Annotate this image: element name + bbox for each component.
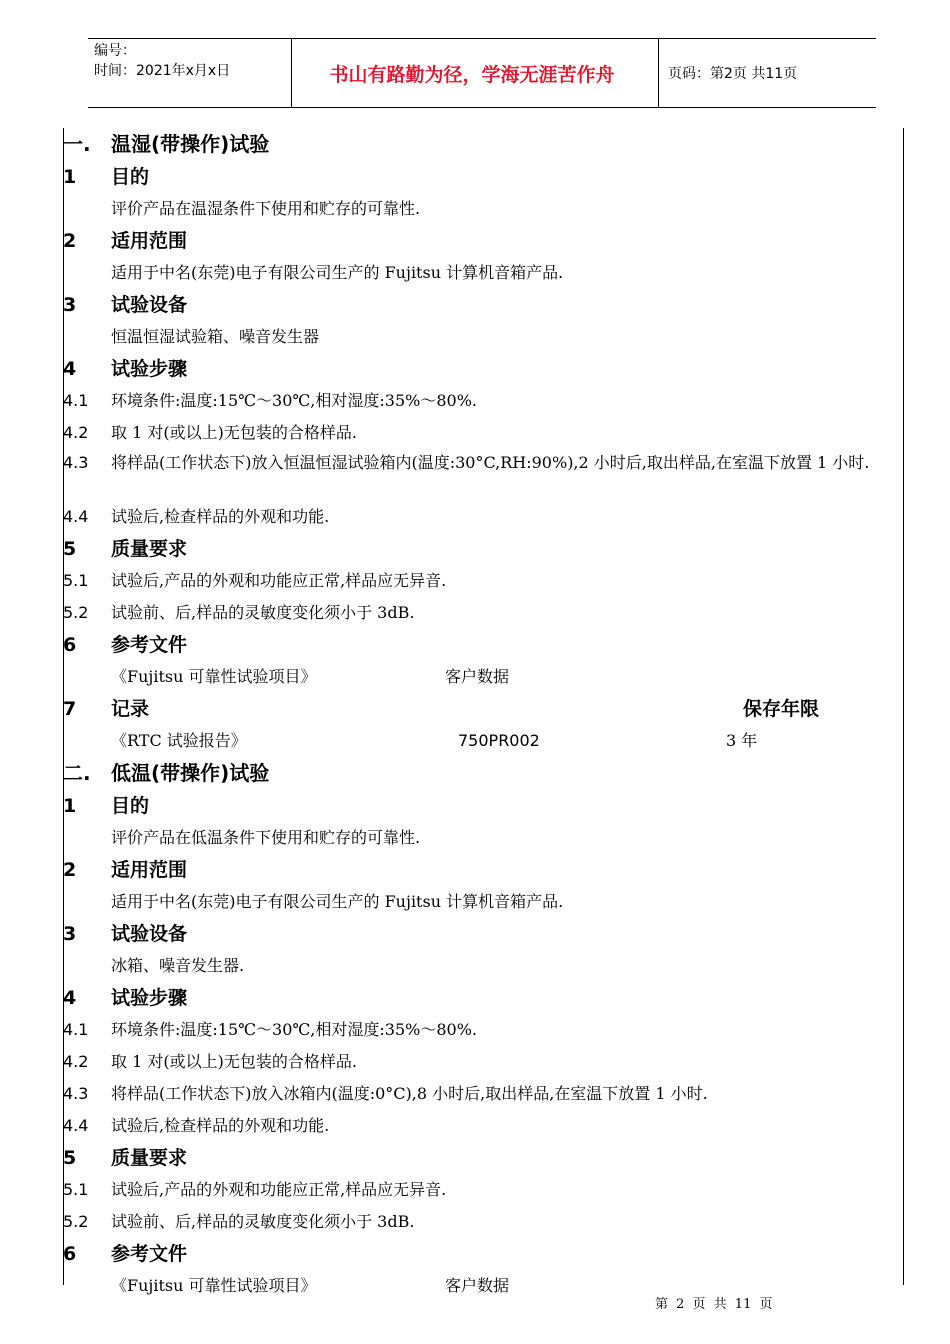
subsection-number: 4 (63, 987, 77, 1009)
step-number: 4.3 (63, 1084, 89, 1103)
quality-text: 试验前、后,样品的灵敏度变化须小于 3dB. (111, 1212, 415, 1231)
subsection-title: 参考文件 (111, 634, 188, 656)
subsection-title: 目的 (111, 166, 150, 188)
subsection-title: 目的 (111, 795, 150, 817)
paragraph (63, 821, 903, 853)
header-date: 时间：2021年x月x日 (94, 63, 231, 79)
step-text: 取 1 对(或以上)无包装的合格样品. (111, 1052, 357, 1071)
document-body (63, 127, 903, 1301)
subsection-title: 试验设备 (111, 923, 188, 945)
paragraph (63, 192, 903, 224)
right-border-line (903, 128, 904, 1285)
subsection-heading (63, 1141, 903, 1173)
paragraph-text: 恒温恒湿试验箱、噪音发生器 (111, 327, 320, 346)
subsection-number: 4 (63, 358, 77, 380)
subsection-heading (63, 692, 903, 724)
record-row (63, 724, 903, 756)
page-footer: 第 2 页 共 11 页 (655, 1297, 773, 1312)
quality-item (63, 1173, 903, 1205)
quality-number: 5.1 (63, 571, 89, 590)
subsection-number: 6 (63, 634, 77, 656)
header-motto: 书山有路勤为径，学海无涯苦作舟 (286, 39, 659, 107)
subsection-title: 试验步骤 (111, 358, 188, 380)
page-header (88, 38, 876, 108)
paragraph-text: 评价产品在低温条件下使用和贮存的可靠性. (111, 828, 421, 847)
subsection-title: 适用范围 (111, 230, 188, 252)
subsection-heading (63, 224, 903, 256)
quality-number: 5.1 (63, 1180, 89, 1199)
subsection-title: 参考文件 (111, 1243, 188, 1265)
quality-text: 试验后,产品的外观和功能应正常,样品应无异音. (111, 1180, 447, 1199)
step-item (63, 416, 903, 448)
subsection-heading (63, 853, 903, 885)
paragraph (63, 949, 903, 981)
subsection-number: 1 (63, 166, 77, 188)
subsection-title: 记录 (111, 698, 150, 720)
step-number: 4.2 (63, 1052, 89, 1071)
paragraph (63, 885, 903, 917)
subsection-heading (63, 532, 903, 564)
subsection-heading (63, 628, 903, 660)
header-serial-label: 编号： (94, 43, 136, 59)
section-heading (63, 756, 903, 789)
subsection-number: 1 (63, 795, 77, 817)
subsection-title: 适用范围 (111, 859, 188, 881)
paragraph-text: 适用于中名(东莞)电子有限公司生产的 Fujitsu 计算机音箱产品. (111, 263, 564, 282)
quality-number: 5.2 (63, 1212, 89, 1231)
section-title: 低温(带操作)试验 (111, 761, 270, 785)
step-item (63, 500, 903, 532)
section-number: 一. (63, 132, 91, 156)
section-title: 温湿(带操作)试验 (111, 132, 270, 156)
reference-row (63, 1269, 903, 1301)
step-number: 4.4 (63, 507, 89, 526)
quality-text: 试验后,产品的外观和功能应正常,样品应无异音. (111, 571, 447, 590)
subsection-title: 质量要求 (111, 538, 188, 560)
retention-label: 保存年限 (743, 698, 820, 720)
subsection-number: 3 (63, 294, 77, 316)
step-item (63, 448, 903, 500)
subsection-title: 试验步骤 (111, 987, 188, 1009)
paragraph-text: 适用于中名(东莞)电子有限公司生产的 Fujitsu 计算机音箱产品. (111, 892, 564, 911)
subsection-heading (63, 352, 903, 384)
record-name: 《RTC 试验报告》 (111, 731, 247, 750)
paragraph (63, 256, 903, 288)
subsection-number: 6 (63, 1243, 77, 1265)
record-code: 750PR002 (458, 731, 540, 750)
reference-source: 客户数据 (445, 1276, 510, 1295)
subsection-heading (63, 288, 903, 320)
step-number: 4.1 (63, 391, 89, 410)
subsection-heading (63, 789, 903, 821)
subsection-number: 5 (63, 1147, 77, 1169)
quality-number: 5.2 (63, 603, 89, 622)
step-text: 试验后,检查样品的外观和功能. (111, 507, 330, 526)
step-number: 4.3 (63, 453, 89, 472)
section-heading (63, 127, 903, 160)
step-text: 将样品(工作状态下)放入恒温恒湿试验箱内(温度:30°C,RH:90%),2 小时后,取出样品,在室温下放置 1 小时. (111, 453, 870, 472)
step-item (63, 1045, 903, 1077)
reference-document: 《Fujitsu 可靠性试验项目》 (111, 1276, 317, 1295)
record-years: 3 年 (726, 731, 758, 750)
paragraph-text: 评价产品在温湿条件下使用和贮存的可靠性. (111, 199, 421, 218)
subsection-number: 3 (63, 923, 77, 945)
step-item (63, 1077, 903, 1109)
reference-source: 客户数据 (445, 667, 510, 686)
step-number: 4.2 (63, 423, 89, 442)
step-item (63, 1109, 903, 1141)
subsection-number: 2 (63, 230, 77, 252)
step-item (63, 1013, 903, 1045)
subsection-heading (63, 160, 903, 192)
reference-document: 《Fujitsu 可靠性试验项目》 (111, 667, 317, 686)
subsection-number: 2 (63, 859, 77, 881)
quality-item (63, 564, 903, 596)
quality-item (63, 596, 903, 628)
step-number: 4.4 (63, 1116, 89, 1135)
step-item (63, 384, 903, 416)
subsection-heading (63, 917, 903, 949)
subsection-title: 试验设备 (111, 294, 188, 316)
step-text: 取 1 对(或以上)无包装的合格样品. (111, 423, 357, 442)
step-text: 试验后,检查样品的外观和功能. (111, 1116, 330, 1135)
section-number: 二. (63, 761, 91, 785)
step-number: 4.1 (63, 1020, 89, 1039)
subsection-heading (63, 981, 903, 1013)
header-page-code: 页码：第2页 共11页 (668, 66, 798, 82)
step-text: 环境条件:温度:15℃～30℃,相对湿度:35%～80%. (111, 1020, 477, 1039)
paragraph-text: 冰箱、噪音发生器. (111, 956, 245, 975)
subsection-title: 质量要求 (111, 1147, 188, 1169)
step-text: 环境条件:温度:15℃～30℃,相对湿度:35%～80%. (111, 391, 477, 410)
subsection-number: 5 (63, 538, 77, 560)
paragraph (63, 320, 903, 352)
step-text: 将样品(工作状态下)放入冰箱内(温度:0°C),8 小时后,取出样品,在室温下放置 1 小时. (111, 1084, 708, 1103)
header-meta (88, 39, 292, 107)
quality-item (63, 1205, 903, 1237)
reference-row (63, 660, 903, 692)
quality-text: 试验前、后,样品的灵敏度变化须小于 3dB. (111, 603, 415, 622)
subsection-number: 7 (63, 698, 77, 720)
subsection-heading (63, 1237, 903, 1269)
